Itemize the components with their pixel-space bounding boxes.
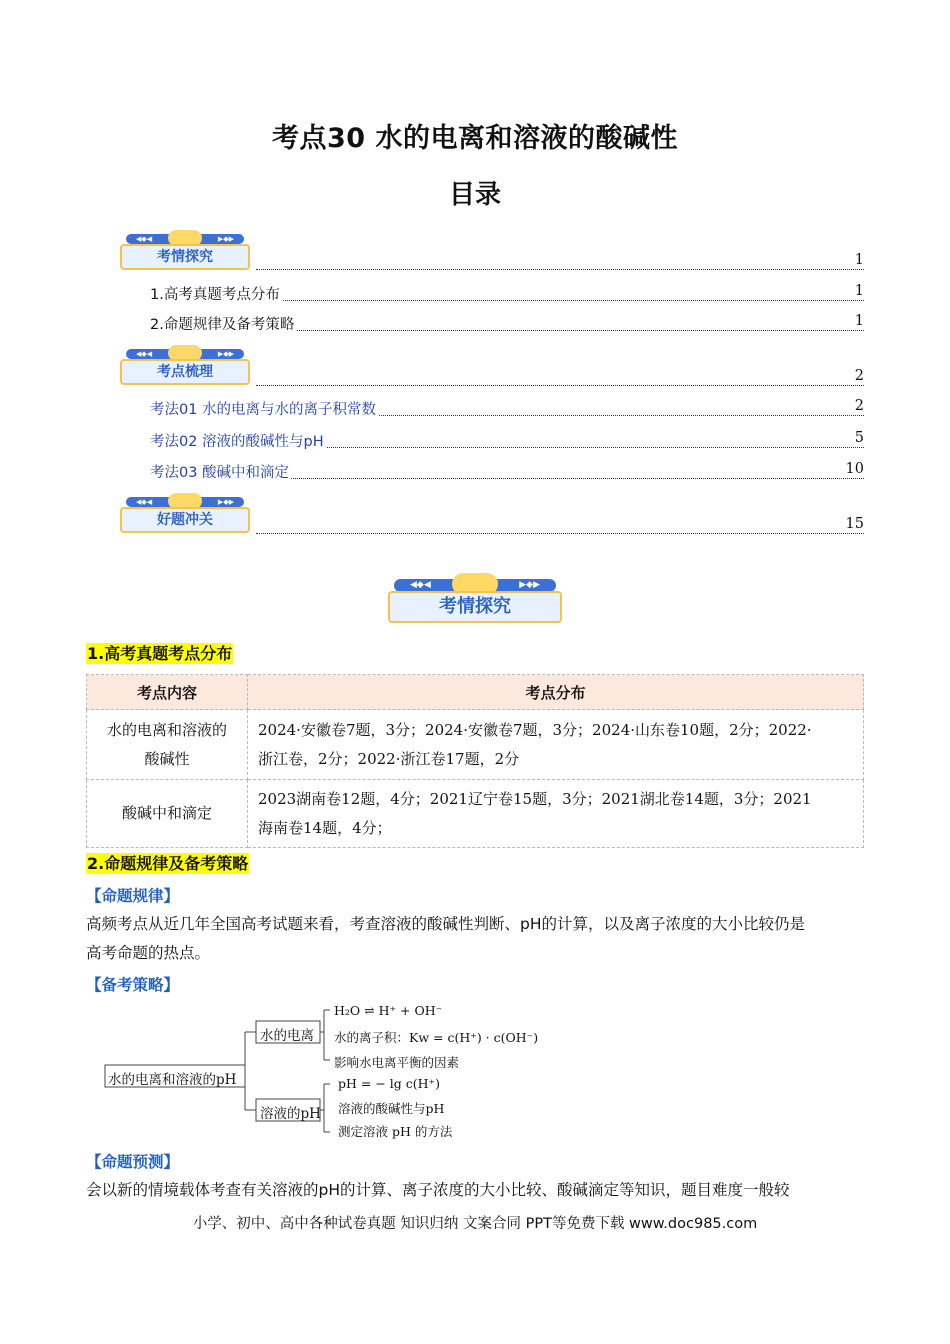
toc-entry[interactable] <box>256 252 864 274</box>
toc-page: 1 <box>852 252 864 268</box>
diagram-branch1: 水的电离 <box>260 1028 314 1044</box>
section2-heading: 2.命题规律及备考策略 <box>87 854 249 873</box>
arrow-right-icon: ▶◆▶ <box>217 498 234 506</box>
toc-heading: 目录 <box>448 180 501 210</box>
toc-entry[interactable] <box>150 313 864 335</box>
predict-text: 会以新的情境载体考查有关溶液的pH的计算、离子浓度的大小比较、酸碱滴定等知识，题目难度一般较 <box>86 1181 790 1199</box>
diagram-root: 水的电离和溶液的pH <box>108 1072 237 1088</box>
table-row <box>87 710 864 780</box>
diagram-branch2: 溶液的pH <box>260 1106 321 1122</box>
table-cell-topic: 酸碱中和滴定 <box>87 780 248 848</box>
toc-entry[interactable] <box>150 461 864 483</box>
toc-page: 1 <box>852 283 864 299</box>
toc-page: 10 <box>843 461 864 477</box>
badge-haoti <box>120 495 250 531</box>
toc-page: 2 <box>852 398 864 414</box>
strategy-label: 【备考策略】 <box>86 976 180 994</box>
badge-kaodian <box>120 347 250 383</box>
exam-distribution-table <box>86 674 864 848</box>
badge-kaoqing <box>120 232 250 268</box>
table-row <box>87 780 864 848</box>
toc-entry[interactable] <box>150 430 864 452</box>
diagram-item: pH = − lg c(H⁺) <box>338 1076 440 1091</box>
table-header-row <box>87 675 864 710</box>
arrow-right-icon: ▶◆▶ <box>519 580 540 590</box>
badge-label: 考情探究 <box>120 244 250 270</box>
toc-text: 考法03 酸碱中和滴定 <box>150 461 291 482</box>
toc-page: 15 <box>843 516 864 532</box>
toc-text: 2.命题规律及备考策略 <box>150 313 296 334</box>
arrow-right-icon: ▶◆▶ <box>217 350 234 358</box>
diagram-item: 溶液的酸碱性与pH <box>338 1101 445 1116</box>
badge-label: 考点梳理 <box>120 359 250 385</box>
table-header: 考点分布 <box>248 675 864 710</box>
toc-text: 考法01 水的电离与水的离子积常数 <box>150 398 378 419</box>
toc-page: 1 <box>852 313 864 329</box>
arrow-left-icon: ◀◆◀ <box>136 350 153 358</box>
diagram-item: 水的离子积：Kw = c(H⁺) · c(OH⁻) <box>334 1030 539 1045</box>
badge-label: 考情探究 <box>388 591 562 623</box>
table-cell-topic: 水的电离和溶液的 酸碱性 <box>87 710 248 780</box>
rule-label: 【命题规律】 <box>86 887 180 905</box>
toc-entry[interactable] <box>150 398 864 420</box>
page-title: 考点30 水的电离和溶液的酸碱性 <box>272 123 678 154</box>
toc-text: 考法02 溶液的酸碱性与pH <box>150 430 326 451</box>
diagram-item: H₂O ⇌ H⁺ + OH⁻ <box>334 1003 443 1018</box>
diagram-item: 影响水电离平衡的因素 <box>334 1055 460 1070</box>
arrow-right-icon: ▶◆▶ <box>217 235 234 243</box>
toc-page: 2 <box>852 368 864 384</box>
arrow-left-icon: ◀◆◀ <box>136 498 153 506</box>
toc-page: 5 <box>852 430 864 446</box>
predict-label: 【命题预测】 <box>86 1153 180 1171</box>
arrow-left-icon: ◀◆◀ <box>410 580 431 590</box>
table-header: 考点内容 <box>87 675 248 710</box>
section1-heading: 1.高考真题考点分布 <box>87 644 233 663</box>
diagram-item: 测定溶液 pH 的方法 <box>338 1124 453 1139</box>
toc-entry[interactable] <box>256 368 864 390</box>
page-footer: 小学、初中、高中各种试卷真题 知识归纳 文案合同 PPT等免费下载 www.doc985.com <box>192 1216 758 1232</box>
table-cell-distribution: 2023湖南卷12题，4分；2021辽宁卷15题，3分；2021湖北卷14题，3分；2021 海南卷14题，4分； <box>248 780 864 848</box>
toc-entry[interactable] <box>256 516 864 538</box>
arrow-left-icon: ◀◆◀ <box>136 235 153 243</box>
badge-label: 好题冲关 <box>120 507 250 533</box>
rule-text: 高频考点从近几年全国高考试题来看，考查溶液的酸碱性判断、pH的计算，以及离子浓度的大小比较仍是 高考命题的热点。 <box>86 915 805 962</box>
table-cell-distribution: 2024·安徽卷7题，3分；2024·安徽卷7题，3分；2024·山东卷10题，2分；2022· 浙江卷，2分；2022·浙江卷17题，2分 <box>248 710 864 780</box>
toc-text: 1.高考真题考点分布 <box>150 283 282 304</box>
section-badge-kaoqing <box>388 576 562 624</box>
toc-entry[interactable] <box>150 283 864 305</box>
